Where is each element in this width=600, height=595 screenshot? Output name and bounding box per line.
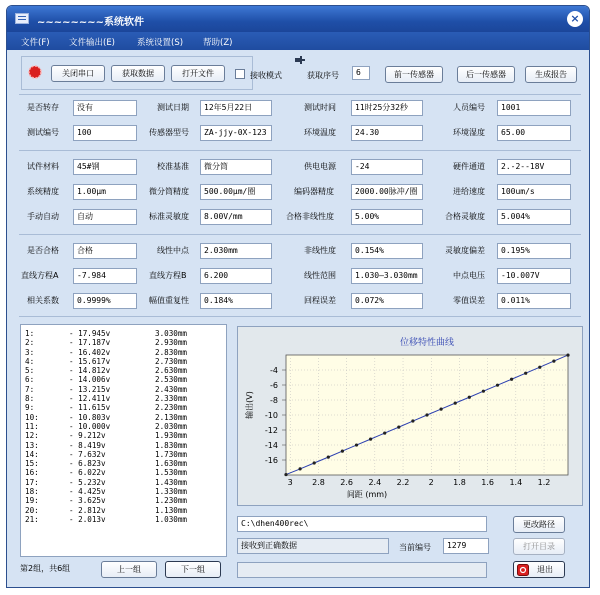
row-distance: 1.430mm [155,477,188,487]
list-item [21,357,226,366]
row-distance: 2.830mm [155,347,188,357]
row-index: 6: [25,375,35,385]
menu-bar [7,32,589,50]
row-index: 15: [25,459,39,469]
field-value[interactable]: 5.004% [497,209,571,225]
field-label: 测试日期 [157,103,189,112]
y-tick-label: -8 [270,396,278,405]
field-value[interactable]: 1001 [497,100,571,116]
row-distance: 1.030mm [155,514,188,524]
field-value[interactable]: 0.195% [497,243,571,259]
y-tick-label: -4 [270,366,278,375]
row-index: 21: [25,514,39,524]
list-item [21,450,226,459]
data-point [566,353,569,356]
next-group-button[interactable]: 下一组 [165,561,221,578]
row-voltage: - 4.425v [69,487,106,497]
row-distance: 1.530mm [155,468,188,478]
app-icon [15,13,29,24]
field-value[interactable]: 100um/s [497,184,571,200]
row-distance: 1.830mm [155,440,188,450]
field-label: 灵敏度偏差 [445,246,485,255]
data-point [313,461,316,464]
x-axis-label: 间距 (mm) [346,490,388,499]
status-field: 接收到正确数据 [237,538,389,554]
field-label: 是否合格 [27,246,59,255]
row-distance: 2.530mm [155,375,188,385]
row-voltage: - 7.632v [69,449,106,459]
row-index: 17: [25,477,39,487]
field-label: 合格灵敏度 [445,212,485,221]
row-index: 12: [25,431,39,441]
row-index: 10: [25,412,39,422]
open-dir-button[interactable]: 打开目录 [513,538,565,555]
field-label: 相关系数 [27,296,59,305]
row-voltage: - 10.000v [69,421,111,431]
field-value[interactable]: 没有 [73,100,137,116]
field-label: 传感器型号 [149,128,189,137]
row-voltage: - 14.006v [69,375,111,385]
row-index: 9: [25,403,35,413]
row-voltage: - 12.411v [69,394,111,404]
field-value[interactable]: 6.200 [200,268,272,284]
row-distance: 1.730mm [155,449,188,459]
field-value[interactable]: 500.00μm/圈 [200,184,272,200]
row-distance: 2.030mm [155,421,188,431]
list-item [21,515,226,524]
field-value[interactable]: 1.00μm [73,184,137,200]
list-item [21,441,226,450]
field-value[interactable]: 微分筒 [200,159,272,175]
field-value[interactable]: 5.00% [351,209,423,225]
field-label: 线性中点 [157,246,189,255]
row-voltage: - 3.625v [69,496,106,506]
row-voltage: - 17.945v [69,329,111,338]
menu-file-output[interactable]: 文件输出(E) [69,38,116,48]
data-point [454,402,457,405]
receive-mode-checkbox[interactable] [235,69,245,79]
data-point [496,384,499,387]
y-tick-label: -16 [264,456,278,465]
list-item [21,348,226,357]
record-icon [27,64,43,80]
x-tick-label: 2 [428,478,434,487]
row-voltage: - 16.402v [69,347,111,357]
y-tick-label: -10 [264,411,278,420]
app-window [6,5,590,588]
field-label: 回程误差 [304,296,336,305]
field-value[interactable]: 1.030—3.030mm [351,268,423,284]
field-value[interactable]: 65.00 [497,125,571,141]
get-seq-label: 获取序号 [307,71,339,80]
x-tick-label: 1.6 [481,478,494,487]
pin-icon [295,56,305,64]
row-voltage: - 2.812v [69,505,106,515]
row-index: 14: [25,449,39,459]
change-path-button[interactable]: 更改路径 [513,516,565,533]
data-point [524,372,527,375]
path-field[interactable]: C:\dhen400rec\ [237,516,487,532]
progress-field [237,562,487,578]
data-point [482,390,485,393]
row-index: 20: [25,505,39,515]
field-label: 测试时间 [304,103,336,112]
list-item [21,422,226,431]
field-label: 零值误差 [453,296,485,305]
field-value[interactable]: 8.00V/mm [200,209,272,225]
y-tick-label: -6 [270,381,278,390]
row-index: 13: [25,440,39,450]
field-label: 测试编号 [27,128,59,137]
x-tick-label: 1.8 [453,478,466,487]
x-tick-label: 2.6 [340,478,353,487]
field-value[interactable]: 自动 [73,209,137,225]
row-voltage: - 14.812v [69,366,111,376]
row-distance: 2.230mm [155,403,188,413]
field-value[interactable]: 2.030mm [200,243,272,259]
data-point [552,359,555,362]
data-point [411,419,414,422]
field-label: 环境温度 [304,128,336,137]
row-index: 3: [25,347,35,357]
list-item [21,468,226,477]
field-label: 进给速度 [453,187,485,196]
row-voltage: - 5.232v [69,477,106,487]
field-label: 直线方程A [21,271,59,280]
row-distance: 2.430mm [155,384,188,394]
field-value[interactable]: 0.072% [351,293,423,309]
row-index: 1: [25,329,35,338]
displacement-chart [238,327,584,507]
list-item [21,506,226,515]
get-data-button[interactable]: 获取数据 [111,65,165,82]
row-index: 5: [25,366,35,376]
row-index: 2: [25,338,35,348]
exit-label: 退出 [537,565,553,574]
x-tick-label: 3 [287,478,293,487]
divider [19,150,581,151]
data-point [397,426,400,429]
list-item [21,478,226,487]
field-label: 是否转存 [27,103,59,112]
chart-pane [237,326,583,506]
row-voltage: - 2.013v [69,514,106,524]
divider [19,234,581,235]
row-index: 8: [25,394,35,404]
exit-icon [517,564,529,576]
data-point [341,449,344,452]
list-item [21,338,226,347]
data-point [299,467,302,470]
y-tick-label: -12 [264,426,278,435]
prev-sensor-button[interactable]: 前一传感器 [385,66,443,83]
prev-group-button[interactable]: 上一组 [101,561,157,578]
row-distance: 2.630mm [155,366,188,376]
row-index: 11: [25,421,39,431]
data-point [355,443,358,446]
list-item [21,413,226,422]
field-label: 系统精度 [27,187,59,196]
row-voltage: - 8.419v [69,440,106,450]
field-value[interactable]: 0.9999% [73,293,137,309]
field-label: 标准灵敏度 [149,212,189,221]
x-tick-label: 2.8 [312,478,325,487]
chart-title: 位移特性曲线 [399,338,455,348]
list-item [21,459,226,468]
field-value[interactable]: 2000.00脉冲/圈 [351,184,423,200]
list-item [21,394,226,403]
list-item [21,329,226,338]
list-item [21,375,226,384]
field-label: 供电电源 [304,162,336,171]
row-voltage: - 15.617v [69,356,111,366]
field-value[interactable]: 2.-2--18V [497,159,571,175]
window-title: ~~~~~~~~系统软件 [37,17,145,28]
field-label: 非线性度 [304,246,336,255]
y-axis-label: 输出(V) [245,391,254,419]
title-bar [7,6,589,32]
row-index: 19: [25,496,39,506]
menu-settings[interactable]: 系统设置(S) [137,38,184,48]
field-label: 中点电压 [453,271,485,280]
menu-file[interactable]: 文件(F) [21,38,50,48]
row-voltage: - 6.823v [69,459,106,469]
x-tick-label: 1.2 [537,478,551,487]
data-point [440,407,443,410]
data-point [468,396,471,399]
row-distance: 2.730mm [155,356,188,366]
list-item [21,366,226,375]
report-button[interactable]: 生成报告 [525,66,577,83]
row-voltage: - 13.215v [69,384,111,394]
field-label: 试件材料 [27,162,59,171]
x-tick-label: 2.4 [368,478,382,487]
field-label: 校准基准 [157,162,189,171]
divider [19,316,581,317]
close-icon[interactable]: × [567,11,583,27]
close-port-button[interactable]: 关闭串口 [51,65,105,82]
row-distance: 1.130mm [155,505,188,515]
field-label: 直线方程B [149,271,187,280]
row-index: 7: [25,384,35,394]
data-point [510,378,513,381]
field-value[interactable]: -24 [351,159,423,175]
field-label: 手动自动 [27,212,59,221]
field-label: 环境湿度 [453,128,485,137]
row-distance: 3.030mm [155,329,188,338]
data-point [284,473,287,476]
row-distance: 2.330mm [155,394,188,404]
next-sensor-button[interactable]: 后一传感器 [457,66,515,83]
row-distance: 1.230mm [155,496,188,506]
field-value[interactable]: 0.154% [351,243,423,259]
row-index: 4: [25,356,35,366]
group-status: 第2组，共6组 [20,564,71,573]
data-point [383,431,386,434]
field-label: 微分筒精度 [149,187,189,196]
field-value[interactable]: -7.984 [73,268,137,284]
field-value[interactable]: 0.011% [497,293,571,309]
data-point [425,413,428,416]
field-value[interactable]: 0.184% [200,293,272,309]
receive-mode-label: 接收模式 [250,71,282,80]
field-value[interactable]: 11时25分32秒 [351,100,423,116]
open-file-button[interactable]: 打开文件 [171,65,225,82]
row-voltage: - 17.187v [69,338,111,348]
field-label: 幅值重复性 [149,296,189,305]
data-point [538,366,541,369]
data-point [327,456,330,459]
field-value[interactable]: 合格 [73,243,137,259]
row-index: 16: [25,468,39,478]
field-value[interactable]: 100 [73,125,137,141]
row-voltage: - 9.212v [69,431,106,441]
seq-value[interactable]: 6 [352,66,370,80]
row-index: 18: [25,487,39,497]
list-item [21,431,226,440]
x-tick-label: 1.4 [509,478,523,487]
field-label: 编码器精度 [294,187,334,196]
field-label: 合格非线性度 [286,212,334,221]
field-label: 线性范围 [304,271,336,280]
divider [19,94,581,95]
row-voltage: - 11.615v [69,403,111,413]
list-item [21,487,226,496]
field-value[interactable]: -10.007V [497,268,571,284]
field-label: 硬件通道 [453,162,485,171]
list-item [21,496,226,505]
field-value[interactable]: 24.30 [351,125,423,141]
list-item [21,385,226,394]
row-distance: 1.630mm [155,459,188,469]
field-value[interactable]: 12年5月22日 [200,100,272,116]
current-no-value[interactable]: 1279 [443,538,489,554]
field-value[interactable]: 45#钢 [73,159,137,175]
field-value[interactable]: ZA-jjy-0X-123 [200,125,272,141]
y-tick-label: -14 [264,441,278,450]
list-item [21,403,226,412]
row-voltage: - 10.803v [69,412,111,422]
row-distance: 2.930mm [155,338,188,348]
data-point [369,438,372,441]
row-voltage: - 6.022v [69,468,106,478]
x-tick-label: 2.2 [396,478,410,487]
current-no-label: 当前编号 [399,543,431,552]
data-list[interactable] [20,324,227,557]
row-distance: 1.330mm [155,487,188,497]
row-distance: 2.130mm [155,412,188,422]
field-label: 人员编号 [453,103,485,112]
row-distance: 1.930mm [155,431,188,441]
menu-help[interactable]: 帮助(Z) [203,38,233,48]
